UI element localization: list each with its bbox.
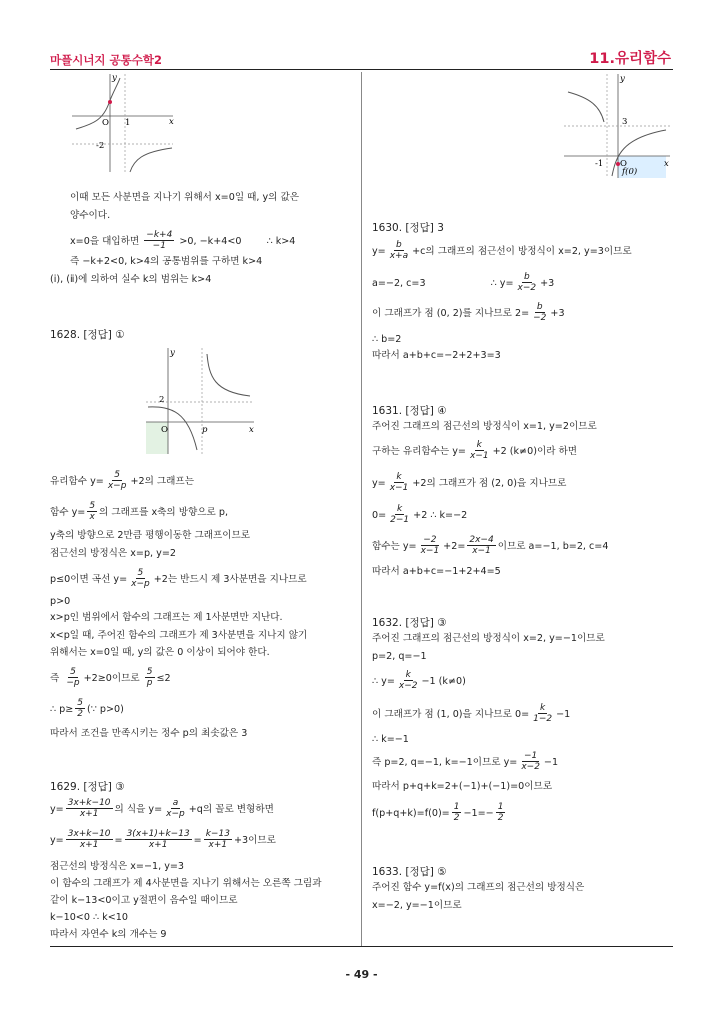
problem-1633-title: 1633. [정답] ⑤ — [372, 866, 447, 878]
text-line: y= $\frac{b}{x+a}$ +c의 그래프의 점근선이 방정식이 x=2, y=3이므로 — [372, 240, 632, 262]
graph-tick-neg1: -1 — [595, 159, 604, 169]
fraction: $\frac{5}{-p}$ — [66, 667, 80, 689]
text-line: f(p+q+k)=f(0)= $\frac{1}{2}$ −1=− $\frac{1}{2}$ — [372, 802, 504, 824]
text-line: 이 그래프가 점 (0, 2)를 지나므로 2= $\frac{b}{-2}$ +3 — [372, 302, 565, 324]
fraction: $\frac{k-13}{x+1}$ — [205, 829, 230, 851]
text-line: ∴ y= $\frac{k}{x-2}$ −1 (k≠0) — [372, 670, 466, 692]
graph-tick-1: 1 — [125, 118, 131, 128]
text-segment: x=0을 대입하면 — [70, 235, 140, 247]
text-line: y= $\frac{3x+k-10}{x+1}$ 의 식을 y= $\frac{a}{x-p}$ +q의 꼴로 변형하면 — [50, 798, 274, 820]
graph-y-label: y — [112, 73, 117, 83]
problem-1631-title: 1631. [정답] ④ — [372, 405, 447, 417]
text-line — [70, 230, 295, 252]
problem-1632-title: 1632. [정답] ③ — [372, 617, 447, 629]
fraction: $\frac{-1}{x-2}$ — [521, 751, 540, 773]
text-line: 점근선의 방정식은 x=p, y=2 — [50, 548, 176, 559]
text-line: y축의 방향으로 2만큼 평행이동한 그래프이므로 — [50, 530, 251, 541]
header-rule — [50, 69, 673, 70]
graph-f0-label: f(0) — [622, 167, 638, 177]
graph-tick-p: p — [202, 425, 208, 435]
text-line: a=−2, c=3 ∴ y= $\frac{b}{x-2}$ +3 — [372, 272, 555, 294]
graph-y-label: y — [170, 348, 175, 358]
graph-x-label: x — [169, 117, 174, 127]
text-line: p>0 — [50, 596, 71, 607]
text-line: 같이 k−13<0이고 y절편이 음수일 때이므로 — [50, 895, 238, 906]
fraction: $\frac{5}{x-p}$ — [107, 470, 127, 492]
graph-prev-problem — [68, 72, 183, 177]
text-line: 주어진 그래프의 점근선의 방정식이 x=2, y=−1이므로 — [372, 633, 605, 644]
problem-1629-title: 1629. [정답] ③ — [50, 781, 125, 793]
text-line: y= $\frac{3x+k-10}{x+1}$ = $\frac{3(x+1)+k-13}{x+1}$ = $\frac{k-13}{x+1}$ +3이므로 — [50, 829, 276, 851]
text-line: 따라서 p+q+k=2+(−1)+(−1)=0이므로 — [372, 781, 553, 792]
text-line: 이 함수의 그래프가 제 4사분면을 지나기 위해서는 오른쪽 그림과 — [50, 878, 322, 889]
chapter-title: 11.유리함수 — [589, 51, 671, 67]
fraction: $\frac{5}{2}$ — [77, 698, 84, 720]
fraction: $\frac{1}{2}$ — [453, 802, 460, 824]
fraction: $\frac{b}{x-2}$ — [517, 272, 537, 294]
text-line: p=2, q=−1 — [372, 651, 427, 662]
graph-origin-label: O — [102, 118, 109, 128]
text-line: 0= $\frac{k}{2-1}$ +2 ∴ k=−2 — [372, 504, 468, 526]
text-line: 이 그래프가 점 (1, 0)을 지나므로 0= $\frac{k}{1-2}$ −1 — [372, 703, 571, 725]
text-line: 위해서는 x=0일 때, y의 값은 0 이상이 되어야 한다. — [50, 647, 270, 658]
text-segment: ∴ k>4 — [266, 235, 296, 247]
fraction: $\frac{3x+k-10}{x+1}$ — [67, 829, 111, 851]
text-line: 따라서 자연수 k의 개수는 9 — [50, 929, 167, 940]
text-line: 주어진 함수 y=f(x)의 그래프의 점근선의 방정식은 — [372, 882, 585, 893]
text-segment: >0, −k+4<0 — [179, 235, 242, 247]
text-line: 따라서 조건을 만족시키는 정수 p의 최솟값은 3 — [50, 728, 248, 739]
graph-1628 — [142, 346, 262, 456]
text-line: 이때 모든 사분면을 지나기 위해서 x=0일 때, y의 값은 — [70, 192, 300, 203]
text-line: 따라서 a+b+c=−2+2+3=3 — [372, 350, 501, 361]
fraction: $\frac{3x+k-10}{x+1}$ — [67, 798, 111, 820]
text-line: 즉 $\frac{5}{-p}$ +2≥0이므로 $\frac{5}{p}$ ≤2 — [50, 667, 171, 689]
text-line: 유리함수 y= $\frac{5}{x-p}$ +2의 그래프는 — [50, 470, 194, 492]
fraction: $\frac{k}{x-1}$ — [389, 472, 409, 494]
text-line: ∴ b=2 — [372, 334, 402, 345]
text-line: ∴ p≥ $\frac{5}{2}$ (∵ p>0) — [50, 698, 124, 720]
text-line: k−10<0 ∴ k<10 — [50, 912, 128, 923]
graph-origin-label: O — [620, 159, 627, 169]
graph-x-label: x — [249, 425, 254, 435]
problem-1630-title: 1630. [정답] 3 — [372, 222, 444, 234]
graph-origin-label: O — [161, 425, 168, 435]
problem-1628-title: 1628. [정답] ① — [50, 329, 125, 341]
text-line: x>p인 범위에서 함수의 그래프는 제 1사분면만 지난다. — [50, 612, 283, 623]
fraction: $\frac{5}{x-p}$ — [131, 568, 150, 590]
text-line: 즉 −k+2<0, k>4의 공통범위를 구하면 k>4 — [70, 256, 263, 267]
text-line: 점근선의 방정식은 x=−1, y=3 — [50, 861, 185, 872]
graph-1629 — [560, 72, 675, 180]
fraction: $\frac{5}{p}$ — [146, 667, 153, 689]
text-line: 양수이다. — [70, 210, 111, 221]
fraction: $\frac{k}{x-1}$ — [469, 440, 489, 462]
fraction: $\frac{1}{2}$ — [497, 802, 504, 824]
graph-tick-neg2: -2 — [96, 141, 105, 151]
text-line: 함수는 y= $\frac{-2}{x-1}$ +2= $\frac{2x-4}{x-1}$ 이므로 a=−1, b=2, c=4 — [372, 535, 609, 557]
fraction: $\frac{3(x+1)+k-13}{x+1}$ — [126, 829, 190, 851]
graph-y-label: y — [620, 74, 625, 84]
fraction: $\frac{-2}{x-1}$ — [420, 535, 440, 557]
graph-x-label: x — [664, 159, 669, 169]
fraction: $\frac{k}{1-2}$ — [533, 703, 553, 725]
fraction: $\frac{b}{-2}$ — [533, 302, 547, 324]
text-line: p≤0이면 곡선 y= $\frac{5}{x-p}$ +2는 반드시 제 3사분면을 지나므로 — [50, 568, 307, 590]
column-divider — [361, 72, 362, 946]
text-line: y= $\frac{k}{x-1}$ +2의 그래프가 점 (2, 0)을 지나므로 — [372, 472, 567, 494]
page-number: - 49 - — [345, 968, 378, 981]
book-title: 마플시너지 공통수학2 — [50, 53, 162, 67]
fraction: $\frac{-k+4}{-1}$ — [146, 230, 173, 252]
graph-tick-2: 2 — [159, 395, 165, 405]
text-line: 구하는 유리함수는 y= $\frac{k}{x-1}$ +2 (k≠0)이라 하면 — [372, 440, 578, 462]
fraction: $\frac{a}{x-p}$ — [166, 798, 185, 820]
text-line: x<p일 때, 주어진 함수의 그래프가 제 3사분면을 지나지 않기 — [50, 630, 308, 641]
text-line: 즉 p=2, q=−1, k=−1이므로 y= $\frac{-1}{x-2}$ −1 — [372, 751, 559, 773]
text-line: 함수 y= $\frac{5}{x}$ 의 그래프를 x축의 방향으로 p, — [50, 501, 229, 523]
fraction: $\frac{5}{x}$ — [89, 501, 96, 523]
graph-tick-3: 3 — [622, 117, 628, 127]
footer-rule — [50, 946, 673, 947]
text-line: x=−2, y=−1이므로 — [372, 900, 462, 911]
text-line: 주어진 그래프의 점근선의 방정식이 x=1, y=2이므로 — [372, 421, 597, 432]
text-line: (ⅰ), (ⅱ)에 의하여 실수 k의 범위는 k>4 — [50, 274, 212, 285]
fraction: $\frac{k}{2-1}$ — [390, 504, 410, 526]
text-line: ∴ k=−1 — [372, 734, 409, 745]
fraction: $\frac{2x-4}{x-1}$ — [469, 535, 494, 557]
fraction: $\frac{k}{x-2}$ — [398, 670, 418, 692]
fraction: $\frac{b}{x+a}$ — [389, 240, 409, 262]
text-line: 따라서 a+b+c=−1+2+4=5 — [372, 566, 501, 577]
